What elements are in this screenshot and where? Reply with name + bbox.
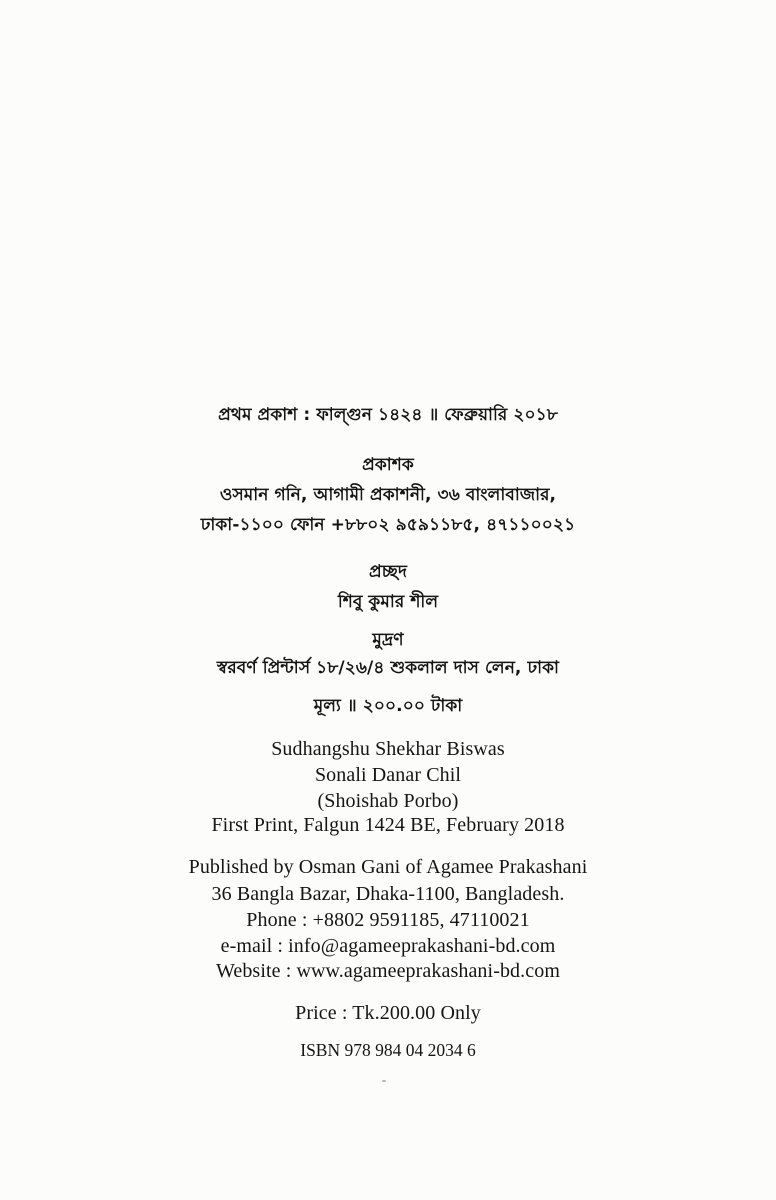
publisher-heading-bn: প্রকাশক xyxy=(362,455,414,475)
first-print: First Print, Falgun 1424 BE, February 2018 xyxy=(211,814,565,836)
publisher-line2-bn: ঢাকা-১১০০ ফোন +৮৮০২ ৯৫৯১১৮৫, ৪৭১১০০২১ xyxy=(200,515,576,535)
cover-heading-bn: প্রচ্ছদ xyxy=(368,562,407,582)
first-edition-bn: প্রথম প্রকাশ : ফাল্গুন ১৪২৪ ॥ ফেব্রুয়ারি ২০১৮ xyxy=(218,405,558,425)
price-en: Price : Tk.200.00 Only xyxy=(295,1002,481,1024)
published-by: Published by Osman Gani of Agamee Prakashani xyxy=(188,856,588,878)
publisher-email: e-mail : info@agameeprakashani-bd.com xyxy=(220,935,556,957)
publisher-line1-bn: ওসমান গনি, আগামী প্রকাশনী, ৩৬ বাংলাবাজার, xyxy=(219,485,557,505)
paper-speck xyxy=(382,1080,386,1082)
publisher-phone: Phone : +8802 9591185, 47110021 xyxy=(246,909,530,931)
printer-bn: স্বরবর্ণ প্রিন্টার্স ১৮/২৬/৪ শুকলাল দাস লেন, ঢাকা xyxy=(216,658,560,678)
author-name: Sudhangshu Shekhar Biswas xyxy=(271,738,505,760)
book-subtitle: (Shoishab Porbo) xyxy=(317,790,459,812)
book-title: Sonali Danar Chil xyxy=(314,764,462,786)
isbn: ISBN 978 984 04 2034 6 xyxy=(300,1040,476,1060)
cover-artist-bn: শিবু কুমার শীল xyxy=(337,592,439,612)
publisher-address: 36 Bangla Bazar, Dhaka-1100, Bangladesh. xyxy=(211,883,565,905)
publisher-website: Website : www.agameeprakashani-bd.com xyxy=(215,960,560,982)
printing-heading-bn: মুদ্রণ xyxy=(372,630,404,650)
price-bn: মূল্য ॥ ২০০.০০ টাকা xyxy=(313,696,463,716)
